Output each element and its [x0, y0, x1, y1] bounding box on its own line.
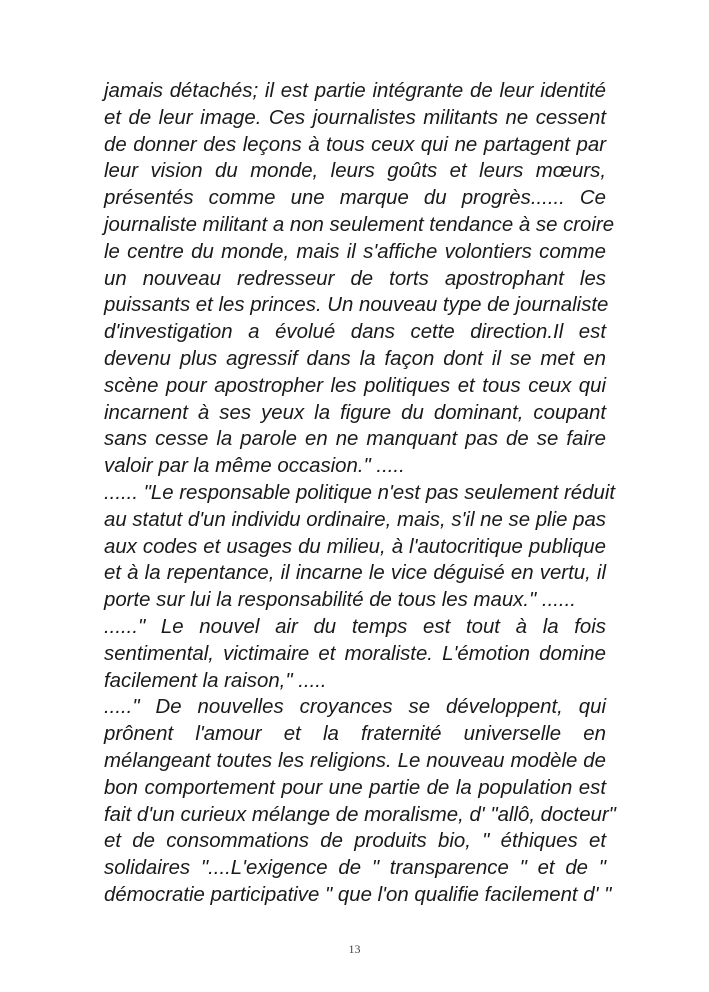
text-line: incarnent à ses yeux la figure du dominant, coupant [104, 401, 606, 424]
text-line: porte sur lui la responsabilité de tous les maux." ...... [104, 589, 576, 612]
text-line: bon comportement pour une partie de la population est [104, 776, 606, 799]
text-line: journaliste militant a non seulement tendance à se croire [104, 213, 615, 236]
text-line: et de consommations de produits bio, " éthiques et [104, 830, 606, 853]
text-line: un nouveau redresseur de torts apostrophant les [104, 267, 606, 290]
text-line: démocratie participative " que l'on qualifie facilement d' " [104, 883, 612, 906]
text-line: au statut d'un individu ordinaire, mais, s'il ne se plie pas [104, 508, 606, 531]
text-line: sentimental, victimaire et moraliste. L'émotion domine [104, 642, 606, 665]
text-line: d'investigation a évolué dans cette direction.Il est [104, 321, 606, 344]
text-line: ...... "Le responsable politique n'est pas seulement réduit [104, 481, 616, 504]
text-line: jamais détachés; il est partie intégrante de leur identité [104, 80, 606, 102]
text-line: aux codes et usages du milieu, à l'autocritique publique [104, 535, 606, 558]
text-line: ....." De nouvelles croyances se développent, qui [104, 696, 606, 719]
text-line: et de leur image. Ces journalistes militants ne cessent [104, 106, 606, 129]
text-line: ......" Le nouvel air du temps est tout à la fois [104, 615, 606, 638]
text-line: le centre du monde, mais il s'affiche volontiers comme [104, 240, 606, 263]
text-line: solidaires "....L'exigence de " transparence " et de " [104, 857, 606, 880]
text-line: mélangeant toutes les religions. Le nouveau modèle de [104, 749, 606, 772]
body-text [104, 78, 616, 909]
text-line: devenu plus agressif dans la façon dont il se met en [104, 347, 606, 370]
text-line: et à la repentance, il incarne le vice déguisé en vertu, il [104, 562, 606, 585]
text-line: facilement la raison," ..... [104, 669, 327, 692]
text-line: scène pour apostropher les politiques et tous ceux qui [104, 374, 606, 397]
page-number: 13 [348, 942, 361, 956]
text-line: valoir par la même occasion." ..... [104, 455, 405, 478]
text-line: prônent l'amour et la fraternité universelle en [104, 723, 606, 746]
text-line: puissants et les princes. Un nouveau type de journaliste [104, 294, 609, 317]
text-line: présentés comme une marque du progrès...... Ce [104, 187, 606, 210]
text-line: leur vision du monde, leurs goûts et leurs mœurs, [104, 160, 606, 183]
text-line: sans cesse la parole en ne manquant pas de se faire [104, 428, 606, 451]
text-line: de donner des leçons à tous ceux qui ne partagent par [104, 133, 606, 156]
text-line: fait d'un curieux mélange de moralisme, d' "allô, docteur" [104, 803, 616, 826]
